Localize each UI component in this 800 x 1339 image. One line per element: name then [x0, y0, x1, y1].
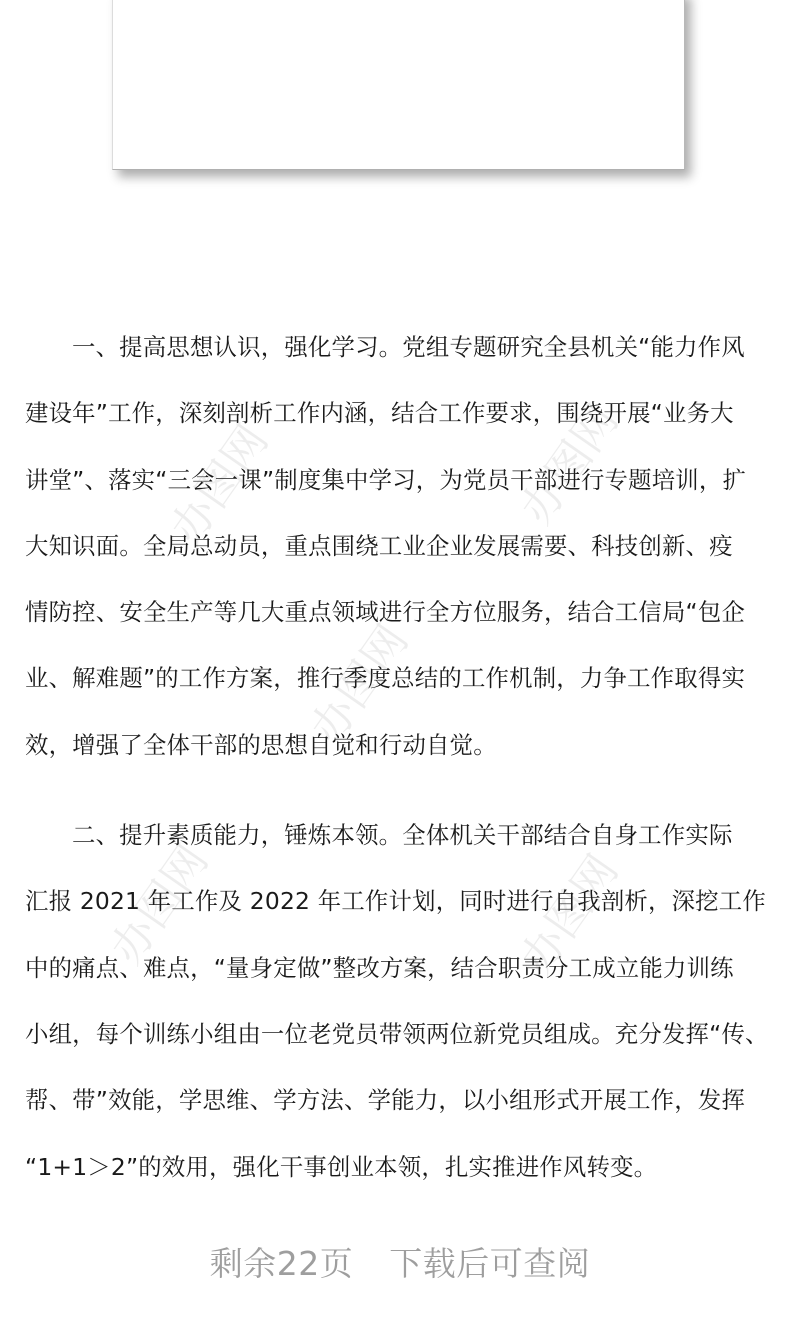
previous-page-card [112, 0, 685, 170]
watermark: 办图网 [300, 615, 419, 754]
paragraph-2 [25, 802, 785, 1200]
watermark: 办图网 [510, 395, 629, 534]
text-line: 小组，每个训练小组由一位老党员带领两位新党员组成。充分发挥“传、 [25, 1019, 769, 1048]
text-line: 情防控、安全生产等几大重点领域进行全方位服务，结合工信局“包企 [25, 598, 746, 627]
paragraph-1 [25, 314, 785, 778]
document-body [25, 314, 785, 1200]
text-line: 帮、带”效能，学思维、学方法、学能力，以小组形式开展工作，发挥 [25, 1086, 746, 1115]
text-line: 一、提高思想认识，强化学习。党组专题研究全县机关“能力作风 [72, 333, 745, 361]
watermark: 办图网 [160, 415, 279, 554]
watermark: 办图网 [100, 835, 219, 974]
remaining-pages-label: 剩余22页 [209, 1244, 354, 1283]
text-line: 讲堂”、落实“三会一课”制度集中学习，为党员干部进行专题培训，扩 [25, 465, 747, 494]
text-line: 汇报 2021 年工作及 2022 年工作计划，同时进行自我剖析，深挖工作 [25, 887, 766, 916]
watermark: 办图网 [510, 845, 629, 984]
text-line: 效，增强了全体干部的思想自觉和行动自觉。 [25, 730, 497, 759]
download-prompt[interactable] [0, 1238, 800, 1285]
text-line: 建设年”工作，深刻剖析工作内涵，结合工作要求，围绕开展“业务大 [25, 399, 734, 428]
download-hint-label: 下载后可查阅 [389, 1244, 591, 1283]
text-line: 大知识面。全局总动员，重点围绕工业企业发展需要、科技创新、疫 [25, 531, 733, 560]
text-line: “1+1＞2”的效用，强化干事创业本领，扎实推进作风转变。 [25, 1152, 658, 1181]
text-line: 业、解难题”的工作方案，推行季度总结的工作机制，力争工作取得实 [25, 664, 746, 693]
text-line: 中的痛点、难点，“量身定做”整改方案，结合职责分工成立能力训练 [25, 953, 734, 982]
text-line: 二、提升素质能力，锤炼本领。全体机关干部结合自身工作实际 [72, 821, 733, 850]
